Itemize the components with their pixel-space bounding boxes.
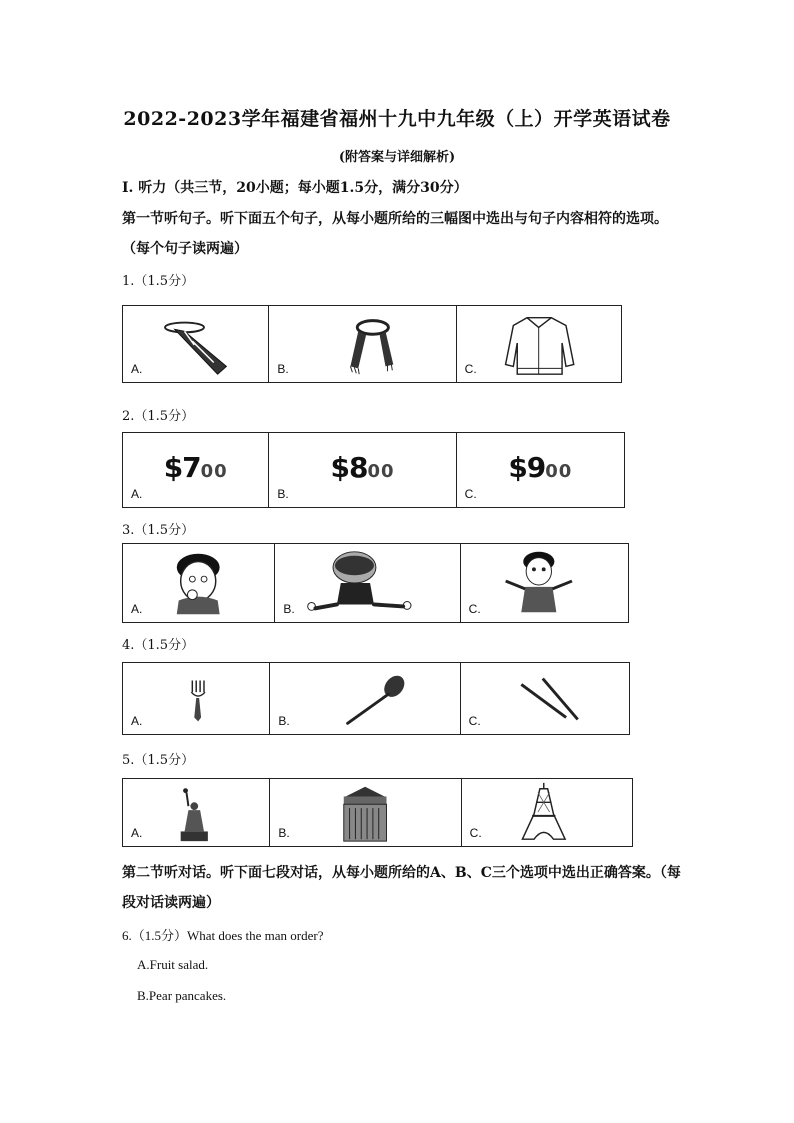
- eiffel-tower-icon: [462, 779, 632, 846]
- part2-instruction: 第二节听对话。听下面七段对话，从每小题所给的A、B、C三个选项中选出正确答案。（每: [122, 865, 681, 881]
- option-letter: B.: [278, 826, 290, 840]
- chopsticks-icon: [461, 663, 629, 734]
- scarf-icon: [269, 306, 455, 382]
- price-label: $900: [508, 451, 573, 484]
- option-b[interactable]: [269, 306, 456, 382]
- option-a[interactable]: [123, 306, 269, 382]
- boy-coughing-icon: [123, 544, 274, 622]
- statue-of-liberty-icon: [123, 779, 269, 846]
- option-letter: B.: [278, 714, 290, 728]
- palace-building-icon: [270, 779, 460, 846]
- option-letter: B.: [283, 602, 295, 616]
- question-options: [122, 662, 630, 735]
- question-label: 3.（1.5分）: [122, 523, 195, 538]
- question-options: [122, 305, 622, 383]
- part2-instruction-continued: 段对话读两遍）: [122, 895, 220, 911]
- part1-instruction: 第一节听句子。听下面五个句子，从每小题所给的三幅图中选出与句子内容相符的选项。: [122, 211, 668, 227]
- question-options: [122, 432, 625, 508]
- option-c[interactable]: [462, 779, 632, 846]
- price-label: $800: [330, 451, 395, 484]
- fork-icon: [123, 663, 269, 734]
- option-letter: B.: [277, 362, 289, 376]
- section-heading: I. 听力（共三节，20小题；每小题1.5分，满分30分）: [122, 180, 468, 196]
- option-b[interactable]: [275, 544, 460, 622]
- option-a[interactable]: [123, 663, 270, 734]
- part1-instruction-note: （每个句子读两遍）: [122, 241, 248, 257]
- option-letter: B.: [277, 487, 289, 501]
- option-letter: C.: [468, 602, 481, 616]
- tie-icon: [123, 306, 268, 382]
- question-options: [122, 543, 629, 623]
- question-6: [122, 925, 323, 944]
- option-a[interactable]: [123, 433, 269, 507]
- question-label: 2.（1.5分）: [122, 409, 195, 424]
- question-label: 4.（1.5分）: [122, 638, 195, 653]
- option-b[interactable]: [270, 779, 461, 846]
- option-letter: C.: [464, 487, 477, 501]
- option-b-text[interactable]: B.Pear pancakes.: [137, 988, 227, 1003]
- option-a[interactable]: [123, 544, 275, 622]
- boy-shrugging-icon: [461, 544, 628, 622]
- boy-sitting-icon: [275, 544, 459, 622]
- option-letter: A.: [131, 602, 143, 616]
- question-options: [122, 778, 633, 847]
- option-letter: A.: [131, 362, 143, 376]
- option-letter: A.: [131, 487, 143, 501]
- option-letter: C.: [464, 362, 477, 376]
- jacket-icon: [457, 306, 621, 382]
- option-letter: A.: [131, 826, 143, 840]
- option-b[interactable]: [269, 433, 456, 507]
- option-c[interactable]: [457, 306, 621, 382]
- option-a[interactable]: [123, 779, 270, 846]
- option-b[interactable]: [270, 663, 460, 734]
- price-label: $700: [163, 451, 228, 484]
- spoon-icon: [270, 663, 459, 734]
- question-label: 5.（1.5分）: [122, 753, 195, 768]
- option-c[interactable]: [461, 544, 628, 622]
- page-title: 2022-2023学年福建省福州十九中九年级（上）开学英语试卷: [123, 108, 671, 130]
- option-letter: A.: [131, 714, 143, 728]
- option-c[interactable]: [457, 433, 624, 507]
- option-letter: C.: [469, 826, 482, 840]
- option-a-text[interactable]: A.Fruit salad.: [137, 957, 209, 972]
- question-text: What does the man order?: [187, 928, 324, 943]
- question-label: 1.（1.5分）: [122, 274, 195, 289]
- question-label: 6.（1.5分）: [122, 928, 188, 943]
- option-letter: C.: [468, 714, 481, 728]
- option-c[interactable]: [461, 663, 629, 734]
- page-subtitle: (附答案与详细解析): [338, 150, 456, 165]
